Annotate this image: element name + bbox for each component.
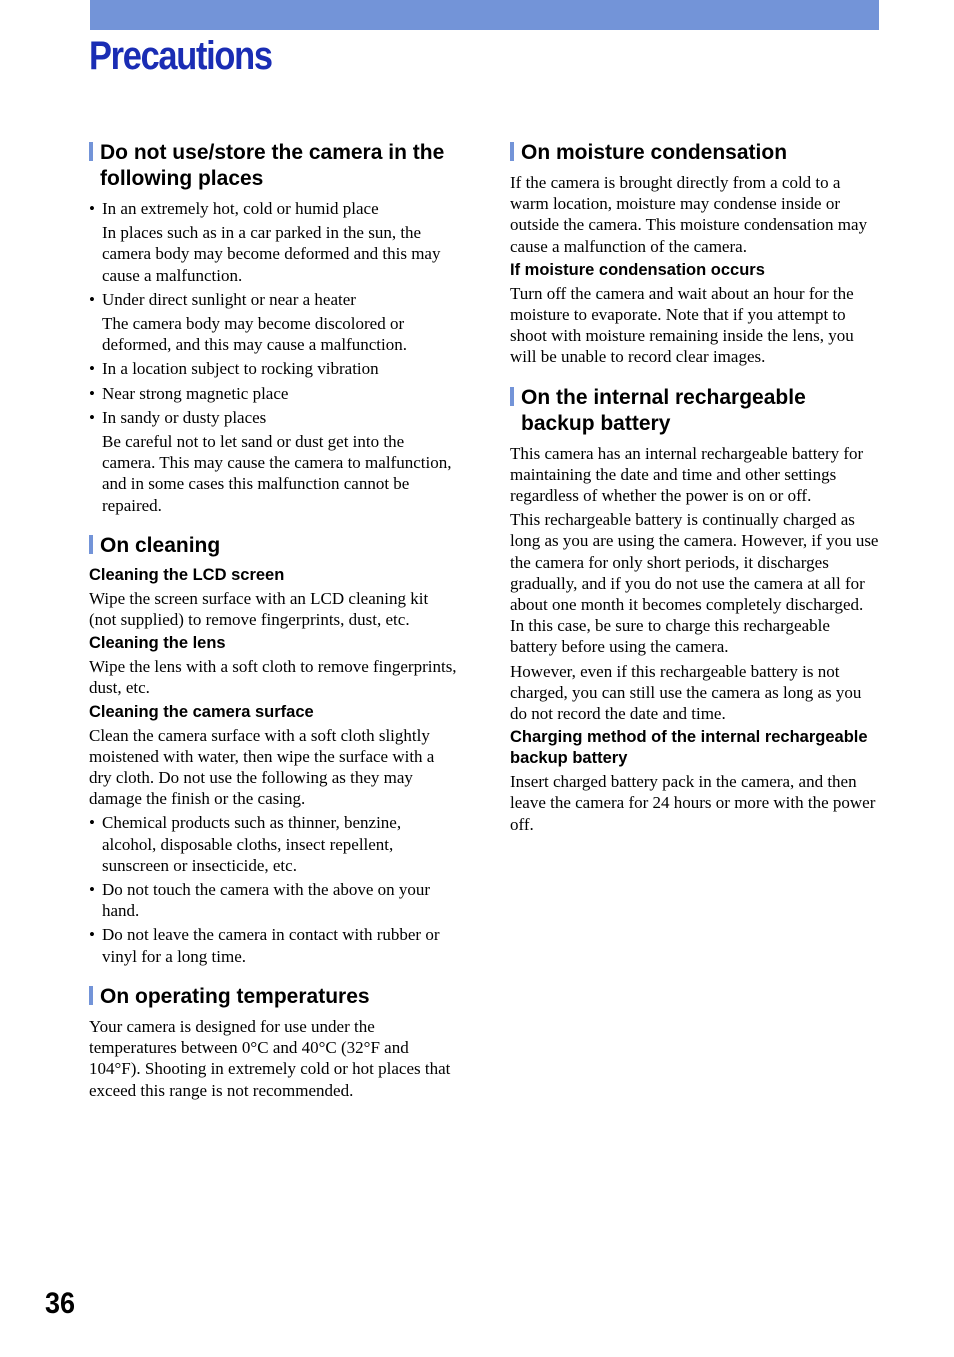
heading-marker xyxy=(89,986,93,1005)
heading-marker xyxy=(510,387,514,406)
bullet-icon: • xyxy=(89,813,95,833)
subheading-surface: Cleaning the camera surface xyxy=(89,702,314,721)
bullet-icon: • xyxy=(89,880,95,900)
item-text: Do not leave the camera in contact with rubber or vinyl for a long time. xyxy=(102,925,440,966)
list-item xyxy=(89,407,459,516)
list-item xyxy=(89,198,459,286)
heading-marker xyxy=(89,535,93,554)
bullet-icon: • xyxy=(89,359,95,379)
section-moisture-condensation xyxy=(510,140,880,368)
section-heading: On moisture condensation xyxy=(510,140,880,166)
paragraph: Clean the camera surface with a soft cloth slightly moistened with water, then wipe the surface with a dry cloth. Do not use the following as they may damage the finish or the casing. xyxy=(89,725,435,809)
list-item xyxy=(89,383,459,404)
paragraph: Insert charged battery pack in the camera, and then leave the camera for 24 hours or more with the power off. xyxy=(510,772,876,834)
item-note: In places such as in a car parked in the sun, the camera body may become deformed and this may cause a malfunction. xyxy=(102,223,441,285)
heading-marker xyxy=(510,142,514,161)
section-operating-temperatures xyxy=(89,984,459,1101)
section-cleaning xyxy=(89,533,459,967)
bullet-list xyxy=(89,812,459,966)
paragraph: Wipe the screen surface with an LCD cleaning kit (not supplied) to remove fingerprints, dust, etc. xyxy=(89,588,429,630)
subheading-condensation-occurs: If moisture condensation occurs xyxy=(510,260,765,279)
section-heading: On operating temperatures xyxy=(89,984,459,1010)
header-accent-bar xyxy=(90,0,879,30)
paragraph: Turn off the camera and wait about an hour for the moisture to evaporate. Note that if you attempt to shoot with moisture remaining inside the lens, you will be unable to record clear images. xyxy=(510,283,854,367)
section-heading: On cleaning xyxy=(89,533,459,559)
paragraph: This camera has an internal rechargeable battery for maintaining the date and time and other settings regardless of whether the power is on or off. xyxy=(510,443,864,506)
paragraph: However, even if this rechargeable battery is not charged, you can still use the camera as long as you do not record the date and time. xyxy=(510,661,862,724)
bullet-icon: • xyxy=(89,407,95,427)
section-heading: Do not use/store the camera in the following places xyxy=(89,140,459,192)
paragraph: Wipe the lens with a soft cloth to remove fingerprints, dust, etc. xyxy=(89,657,457,698)
item-text: Chemical products such as thinner, benzine, alcohol, disposable cloths, insect repellent, sunscreen or insecticide, etc. xyxy=(102,813,402,875)
item-text: Do not touch the camera with the above on your hand. xyxy=(102,880,431,921)
list-item xyxy=(89,879,459,921)
bullet-icon: • xyxy=(89,925,95,945)
item-text: In a location subject to rocking vibration xyxy=(102,359,379,379)
item-text: Under direct sunlight or near a heater xyxy=(102,289,356,309)
right-column xyxy=(510,140,880,838)
bullet-icon: • xyxy=(89,383,95,403)
heading-marker xyxy=(89,142,93,161)
page-title: Precautions xyxy=(89,34,272,78)
subheading-lcd: Cleaning the LCD screen xyxy=(89,565,285,584)
item-note: Be careful not to let sand or dust get into the camera. This may cause the camera to malfunction, and in some cases this malfunction cannot be repaired. xyxy=(102,432,452,515)
subheading-lens: Cleaning the lens xyxy=(89,634,226,653)
bullet-icon: • xyxy=(89,199,95,218)
item-text: In sandy or dusty places xyxy=(102,407,267,427)
list-item xyxy=(89,924,459,966)
page-number: 36 xyxy=(45,1287,76,1320)
paragraph: This rechargeable battery is continually charged as long as you are using the camera. However, if you use the camera for only short periods, it discharges gradually, and if you do not use the camera at all for about one month it becomes completely discharged. In this case, be sure to charge this rechargeable battery before using the camera. xyxy=(510,510,879,657)
left-column xyxy=(89,140,459,1104)
paragraph: Your camera is designed for use under the temperatures between 0°C and 40°C (32°F and 104°F). Shooting in extremely cold or hot places that exceed this range is not recommended. xyxy=(89,1016,451,1100)
item-text: In an extremely hot, cold or humid place xyxy=(102,199,379,218)
bullet-icon: • xyxy=(89,289,95,309)
list-item xyxy=(89,358,459,379)
bullet-list xyxy=(89,198,459,516)
item-note: The camera body may become discolored or deformed, and this may cause a malfunction. xyxy=(102,314,407,355)
section-backup-battery xyxy=(510,385,880,835)
section-storage-places xyxy=(89,140,459,516)
paragraph: If the camera is brought directly from a cold to a warm location, moisture may condense inside or outside the camera. This moisture condensation may cause a malfunction of the camera. xyxy=(510,173,868,256)
list-item xyxy=(89,812,459,876)
subheading-charging-method: Charging method of the internal rechargeable backup battery xyxy=(510,728,868,768)
item-text: Near strong magnetic place xyxy=(102,383,289,403)
section-heading: On the internal rechargeable backup battery xyxy=(510,385,880,437)
list-item xyxy=(89,289,459,356)
